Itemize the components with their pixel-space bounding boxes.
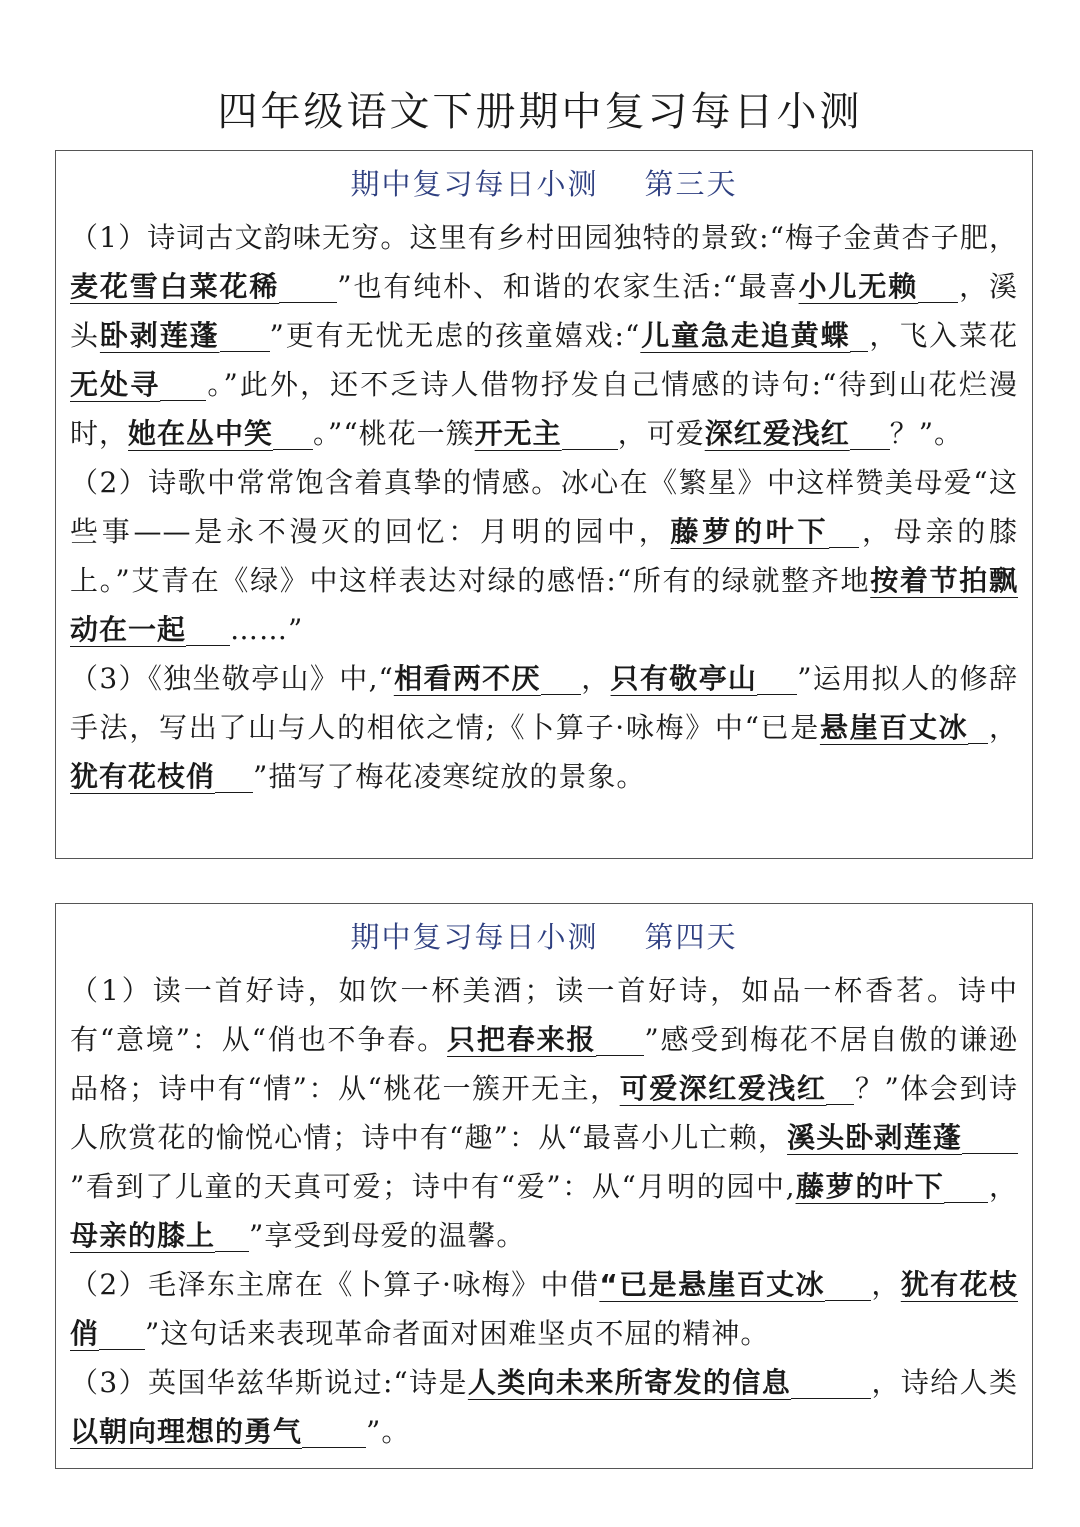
answer-blank: 按着节拍飘动在一起 xyxy=(70,564,1018,646)
answer-blank: 开无主 xyxy=(474,417,562,450)
card-title-main: 期中复习每日小测 xyxy=(350,920,599,954)
quiz-card-day4 xyxy=(55,903,1033,1469)
question-text: ”更有无忧无虑的孩童嬉戏:“ xyxy=(269,319,641,352)
question-2 xyxy=(70,458,1018,654)
question-text: ，飞入菜花 xyxy=(868,319,1018,352)
answer-blank: 小儿无赖 xyxy=(798,270,919,303)
question-text: （2）诗歌中常常饱含着真挚的情感。冰心在《繁星》中这样赞美母爱“这些事——是永不漫灭的回忆：月明的园中， xyxy=(70,466,1018,548)
answer-blank: 只把春来报 xyxy=(447,1023,597,1056)
answer-blank: 母亲的膝上 xyxy=(70,1219,216,1252)
question-text: 。”“桃花一簇 xyxy=(313,417,475,450)
answer-blank: 麦花雪白菜花稀 xyxy=(70,270,280,303)
question-1 xyxy=(70,213,1018,458)
question-text: 。”此外，还不乏诗人借物抒发自己情感的诗句:“待到山花烂漫时， xyxy=(70,368,1018,450)
question-text: ”。 xyxy=(366,1415,411,1448)
question-text: （3）《独坐敬亭山》中,“ xyxy=(70,662,394,695)
answer-blank: 人类向未来所寄发的信息 xyxy=(467,1366,792,1399)
question-text: ，溪头 xyxy=(70,270,1018,352)
question-text: ”运用拟人的修辞手法，写出了山与人的相依之情;《卜算子·咏梅》中“已是 xyxy=(70,662,1018,744)
answer-blank: 儿童急走追黄蝶 xyxy=(640,319,851,352)
question-text: （1）读一首好诗，如饮一杯美酒；读一首好诗，如品一杯香茗。诗中有“意境”：从“俏也不争春。 xyxy=(70,974,1018,1056)
answer-blank: 以朝向理想的勇气 xyxy=(70,1415,303,1448)
question-text: ， xyxy=(870,1268,901,1301)
answer-blank: 可爱深红爱浅红 xyxy=(619,1072,827,1105)
card-title xyxy=(70,908,1018,966)
answer-blank: 悬崖百丈冰 xyxy=(819,711,969,744)
answer-blank: 藤萝的叶下 xyxy=(670,515,830,548)
question-text: ， xyxy=(988,1170,1018,1203)
answer-blank: 无处寻 xyxy=(70,368,161,401)
question-text: ，可爱 xyxy=(617,417,705,450)
card-title-day: 第三天 xyxy=(644,167,738,201)
answer-blank: “已是悬崖百丈冰 xyxy=(599,1268,825,1301)
question-text: ， xyxy=(988,711,1018,744)
answer-blank: 藤萝的叶下 xyxy=(795,1170,945,1203)
question-3 xyxy=(70,1358,1018,1456)
question-1 xyxy=(70,966,1018,1260)
question-2 xyxy=(70,1260,1018,1358)
question-text: ”这句话来表现革命者面对困难坚贞不屈的精神。 xyxy=(145,1317,770,1350)
answer-blank: 深红爱浅红 xyxy=(704,417,850,450)
question-text: ， xyxy=(580,662,611,695)
card-title-main: 期中复习每日小测 xyxy=(350,167,599,201)
question-text: ？”体会到诗人欣赏花的愉悦心情；诗中有“趣”：从“最喜小儿亡赖， xyxy=(70,1072,1018,1154)
question-text: ”感受到梅花不居自傲的谦逊品格；诗中有“情”：从“桃花一簇开无主， xyxy=(70,1023,1018,1105)
question-text: ，母亲的膝上。”艾青在《绿》中这样表达对绿的感悟:“所有的绿就整齐地 xyxy=(70,515,1018,597)
card-title-day: 第四天 xyxy=(644,920,738,954)
answer-blank: 犹有花枝俏 xyxy=(70,1268,1018,1350)
page-title: 四年级语文下册期中复习每日小测 xyxy=(217,89,863,135)
answer-blank: 她在丛中笑 xyxy=(128,417,274,450)
question-text: ”也有纯朴、和谐的农家生活:“最喜 xyxy=(337,270,799,303)
answer-blank: 相看两不厌 xyxy=(393,662,541,695)
question-3 xyxy=(70,654,1018,801)
question-text: ……” xyxy=(230,613,304,646)
answer-blank: 只有敬亭山 xyxy=(610,662,758,695)
question-text: ”享受到母爱的温馨。 xyxy=(249,1219,526,1252)
answer-blank: 卧剥莲蓬 xyxy=(99,319,220,352)
answer-blank: 溪头卧剥莲蓬 xyxy=(787,1121,962,1154)
answer-blank: 犹有花枝俏 xyxy=(70,760,216,793)
question-text: （1）诗词古文韵味无穷。这里有乡村田园独特的景致:“梅子金黄杏子肥， xyxy=(70,221,1018,254)
question-text: ？”。 xyxy=(889,417,964,450)
card-title xyxy=(70,155,1018,213)
question-text: （3）英国华兹华斯说过:“诗是 xyxy=(70,1366,468,1399)
question-text: （2）毛泽东主席在《卜算子·咏梅》中借 xyxy=(70,1268,600,1301)
question-text: ”看到了儿童的天真可爱；诗中有“爱”：从“月明的园中, xyxy=(70,1170,796,1203)
quiz-card-day3 xyxy=(55,150,1033,859)
question-text: ，诗给人类 xyxy=(871,1366,1018,1399)
question-text: ”描写了梅花凌寒绽放的景象。 xyxy=(253,760,646,793)
